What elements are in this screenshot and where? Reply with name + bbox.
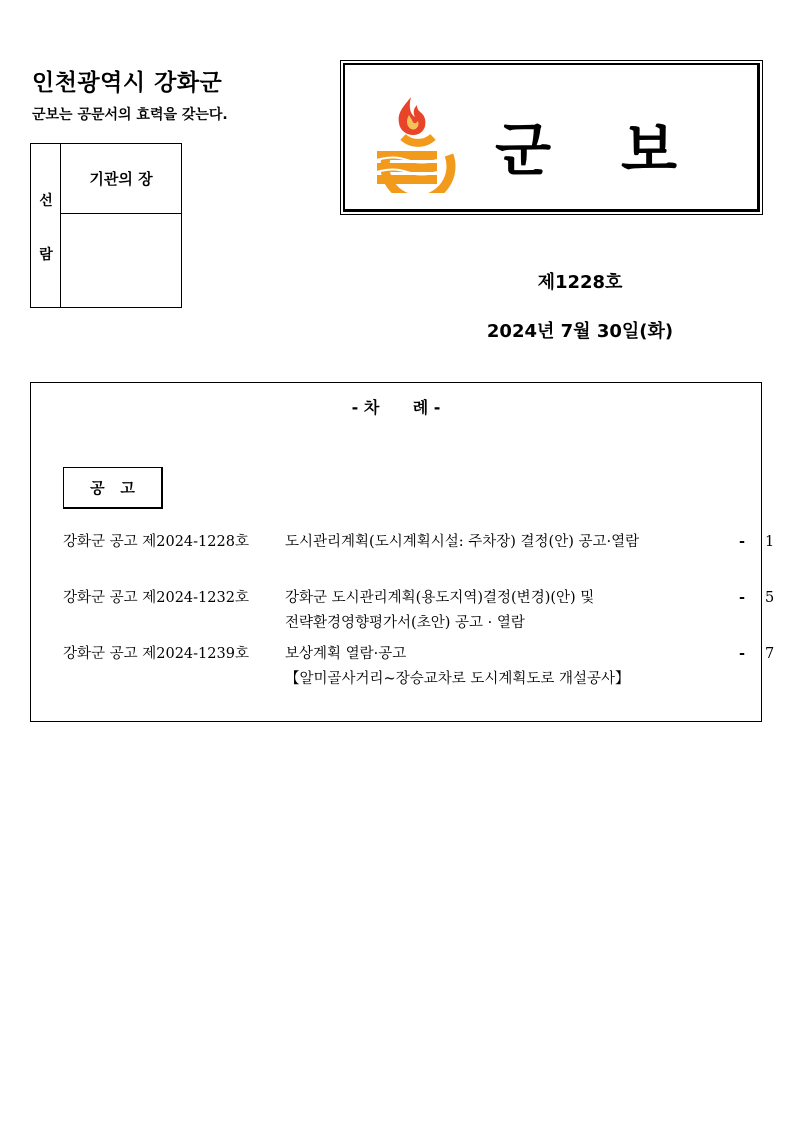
announcement-number: 강화군 공고 제2024-1239호	[63, 646, 249, 662]
announcement-number: 강화군 공고 제2024-1232호	[63, 590, 249, 606]
approval-side-label-bottom: 람	[39, 247, 53, 263]
approval-head-cell: 기관의 장	[61, 144, 181, 214]
announcement-title-continued: 전략환경영향평가서(초안) 공고 · 열람	[285, 615, 525, 631]
announcement-subtitle: 【알미골사거리~장승교차로 도시계획도로 개설공사】	[285, 671, 630, 687]
organization-name: 인천광역시 강화군	[32, 70, 223, 96]
approval-side-column	[31, 144, 61, 307]
approval-signature-cell	[61, 214, 181, 307]
contents-heading: - 차 례 -	[351, 398, 441, 417]
legal-notice: 군보는 공문서의 효력을 갖는다.	[32, 107, 228, 123]
announcement-title: 강화군 도시관리계획(용도지역)결정(변경)(안) 및	[285, 590, 595, 606]
leader-dash: -	[739, 533, 746, 550]
announcement-title: 도시관리계획(도시계획시설: 주차장) 결정(안) 공고·열람	[285, 534, 640, 550]
gazette-title-box	[340, 60, 763, 215]
county-emblem-icon	[373, 93, 463, 193]
approval-side-label-top: 선	[39, 193, 53, 209]
leader-dash: -	[739, 589, 746, 606]
gazette-title: 군보	[495, 116, 748, 184]
approval-table	[30, 143, 182, 308]
page-number: 7	[765, 646, 775, 662]
issue-number: 제1228호	[537, 272, 623, 293]
issue-date: 2024년 7월 30일(화)	[486, 321, 674, 342]
leader-dash: -	[739, 645, 746, 662]
announcement-title: 보상계획 열람·공고	[285, 646, 407, 662]
table-of-contents	[30, 382, 775, 722]
page-number: 1	[765, 534, 775, 550]
page-number: 5	[765, 590, 775, 606]
section-label-box: 공 고	[63, 467, 163, 509]
announcement-number: 강화군 공고 제2024-1228호	[63, 534, 249, 550]
